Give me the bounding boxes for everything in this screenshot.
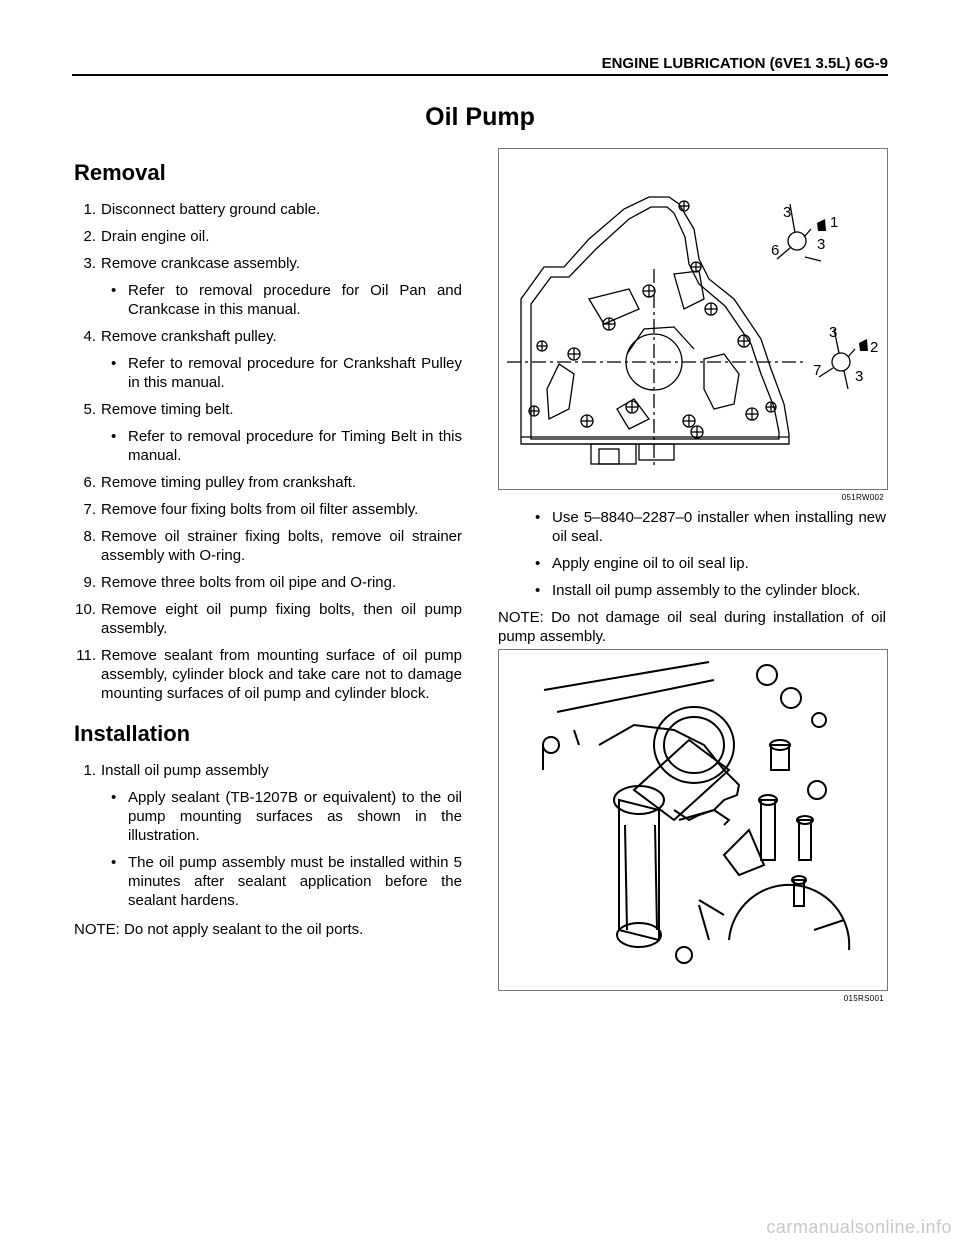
left-column [74,158,462,947]
installation-heading: Installation [74,721,191,746]
removal-bullet-3: • Refer to removal procedure for Oil Pan and Crankcase in this manual. [111,282,462,318]
oil-seal-install-figure [498,649,888,991]
callout-3c: 3 [829,324,838,341]
callout-3d: 3 [855,368,864,385]
right-note: NOTE: Do not damage oil seal during installation of oil pump assembly. [498,609,886,645]
oil-pump-diagram-figure [498,148,888,490]
figure2-caption: 015RS001 [843,994,884,1003]
callout-7: 7 [813,362,822,379]
figure1-caption: 051RW002 [841,493,884,502]
removal-step-2: 2. Drain engine oil. [83,228,210,245]
right-bullet-3: • Install oil pump assembly to the cylinder block. [535,582,861,599]
removal-step-11: 11. Remove sealant from mounting surface of oil pump assembly, cylinder block and take care not to damage mounting surfaces of oil pump and cylinder block. [76,647,462,702]
removal-step-10: 10. Remove eight oil pump fixing bolts, then oil pump assembly. [75,601,462,637]
callout-3b: 3 [817,236,826,253]
removal-bullet-4: • Refer to removal procedure for Crankshaft Pulley in this manual. [111,355,462,391]
installation-bullet-1: • Apply sealant (TB-1207B or equivalent) to the oil pump mounting surfaces as shown in the illustration. [111,789,462,844]
oil-pump-diagram [499,149,887,489]
right-bullet-1: • Use 5–8840–2287–0 installer when installing new oil seal. [535,509,886,545]
right-bullet-2: • Apply engine oil to oil seal lip. [535,555,749,572]
removal-step-8: 8. Remove oil strainer fixing bolts, remove oil strainer assembly with O-ring. [83,528,462,564]
removal-heading: Removal [74,160,166,185]
callout-3a: 3 [783,204,792,221]
installation-note: NOTE: Do not apply sealant to the oil ports. [74,921,364,938]
page-header: ENGINE LUBRICATION (6VE1 3.5L) 6G-9 [72,54,888,76]
callout-1: 1 [830,214,839,231]
removal-bullet-5: • Refer to removal procedure for Timing Belt in this manual. [111,428,462,464]
oil-seal-install-drawing [499,650,887,990]
removal-step-1: 1. Disconnect battery ground cable. [83,201,321,218]
removal-step-5: 5. Remove timing belt. [83,401,234,418]
page-title: Oil Pump [425,103,535,131]
installation-bullet-2: • The oil pump assembly must be installed within 5 minutes after sealant application before the sealant hardens. [111,854,462,909]
removal-step-9: 9. Remove three bolts from oil pipe and O-ring. [83,574,397,591]
callout-2: 2 [870,339,879,356]
right-column [498,148,886,1009]
watermark: carmanualsonline.info [766,1217,952,1237]
removal-step-4: 4. Remove crankshaft pulley. [83,328,277,345]
removal-step-7: 7. Remove four fixing bolts from oil filter assembly. [83,501,419,518]
installation-step-1: 1. Install oil pump assembly [83,762,269,779]
removal-step-3: 3. Remove crankcase assembly. [83,255,300,272]
removal-step-6: 6. Remove timing pulley from crankshaft. [83,474,357,491]
callout-6: 6 [771,242,780,259]
